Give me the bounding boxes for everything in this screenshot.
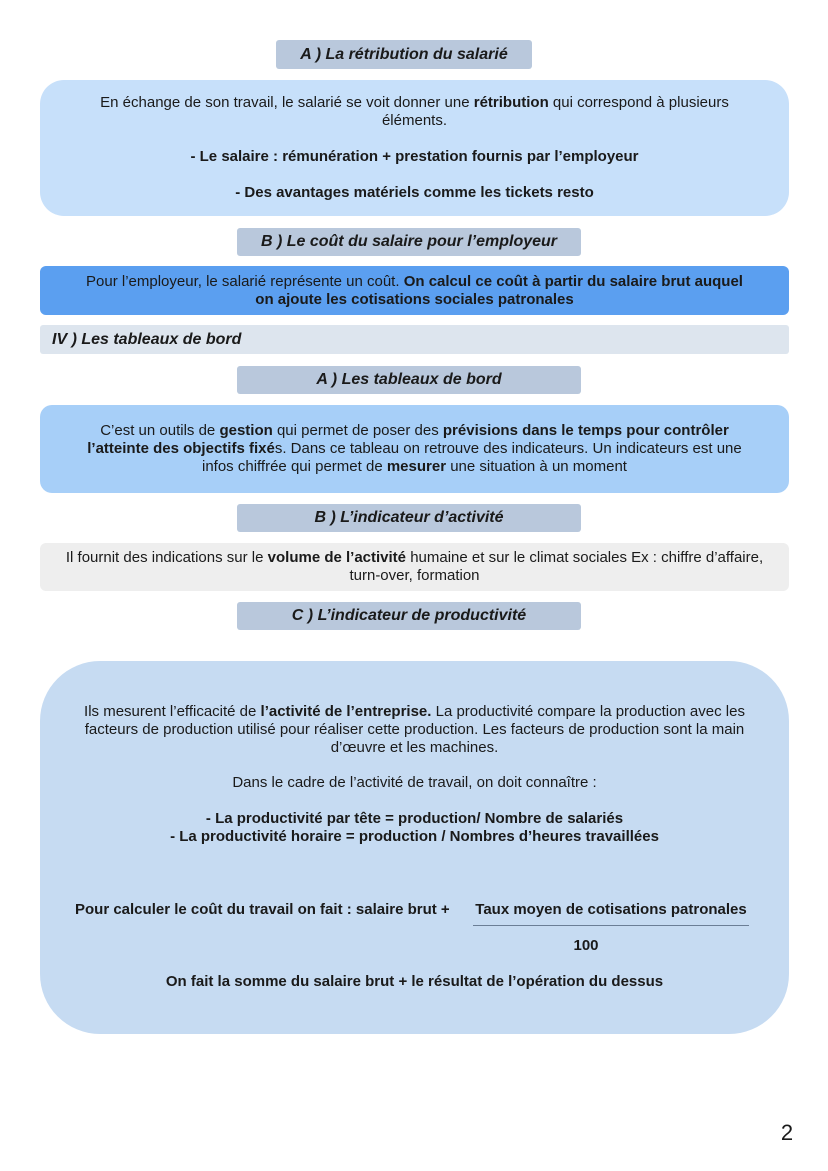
- section-iv-c-heading: C ) L’indicateur de productivité: [237, 602, 581, 630]
- labor-cost-label: Pour calculer le coût du travail on fait : salaire brut +: [75, 901, 450, 918]
- employer-cost-text: Pour l’employeur, le salarié représente un coût. On calcul ce coût à partir du salaire brut auquel on ajoute les cotisations sociales patronales: [86, 272, 743, 308]
- activity-indicator-box: [40, 543, 789, 591]
- dashboard-text: C’est un outils de gestion qui permet de poser des prévisions dans le temps pour contrôler l’atteinte des objectifs fixés. Dans ce tableau on retrouve des indicateurs. Un indicateurs est une infos chiffrée qui permet de mesurer une situation à un moment: [87, 422, 742, 475]
- retribution-box: [40, 80, 789, 216]
- productivity-formula-per-head: - La productivité par tête = production/ Nombre de salariés: [205, 810, 624, 827]
- retribution-text: En échange de son travail, le salarié se voit donner une rétribution qui correspond à plusieurs éléments.: [100, 94, 729, 129]
- dashboard-box: [40, 405, 789, 493]
- productivity-text: Ils mesurent l’efficacité de l’activité de l’entreprise. La productivité compare la production avec les facteurs de production utilisé pour réaliser cette production. Les facteurs de production sont la main d’œuvre et les machines.: [84, 703, 745, 756]
- retribution-item-benefits: - Des avantages matériels comme les tickets resto: [235, 184, 594, 201]
- retribution-item-salary: - Le salaire : rémunération + prestation fournis par l’employeur: [190, 148, 639, 165]
- fraction-denominator: 100: [573, 937, 599, 954]
- section-iv-heading-bar: [40, 325, 789, 354]
- section-iv-heading: IV ) Les tableaux de bord: [52, 330, 242, 348]
- labor-cost-conclusion: On fait la somme du salaire brut + le résultat de l’opération du dessus: [165, 973, 664, 990]
- fraction-numerator: Taux moyen de cotisations patronales: [475, 901, 747, 918]
- productivity-box: [40, 661, 789, 1034]
- page-number: 2: [780, 1120, 794, 1145]
- fraction-bar: [473, 925, 749, 926]
- employer-cost-box: [40, 266, 789, 315]
- section-a-heading: A ) La rétribution du salarié: [276, 40, 532, 69]
- productivity-formula-hourly: - La productivité horaire = production / Nombres d’heures travaillées: [170, 828, 659, 845]
- activity-indicator-text: Il fournit des indications sur le volume de l’activité humaine et sur le climat sociales Ex : chiffre d’affaire, turn-over, formation: [65, 549, 764, 584]
- section-iv-a-heading: A ) Les tableaux de bord: [237, 366, 581, 394]
- section-iv-b-heading: B ) L’indicateur d’activité: [237, 504, 581, 532]
- productivity-context: Dans le cadre de l’activité de travail, on doit connaître :: [232, 774, 597, 791]
- section-b-heading: B ) Le coût du salaire pour l’employeur: [237, 228, 581, 256]
